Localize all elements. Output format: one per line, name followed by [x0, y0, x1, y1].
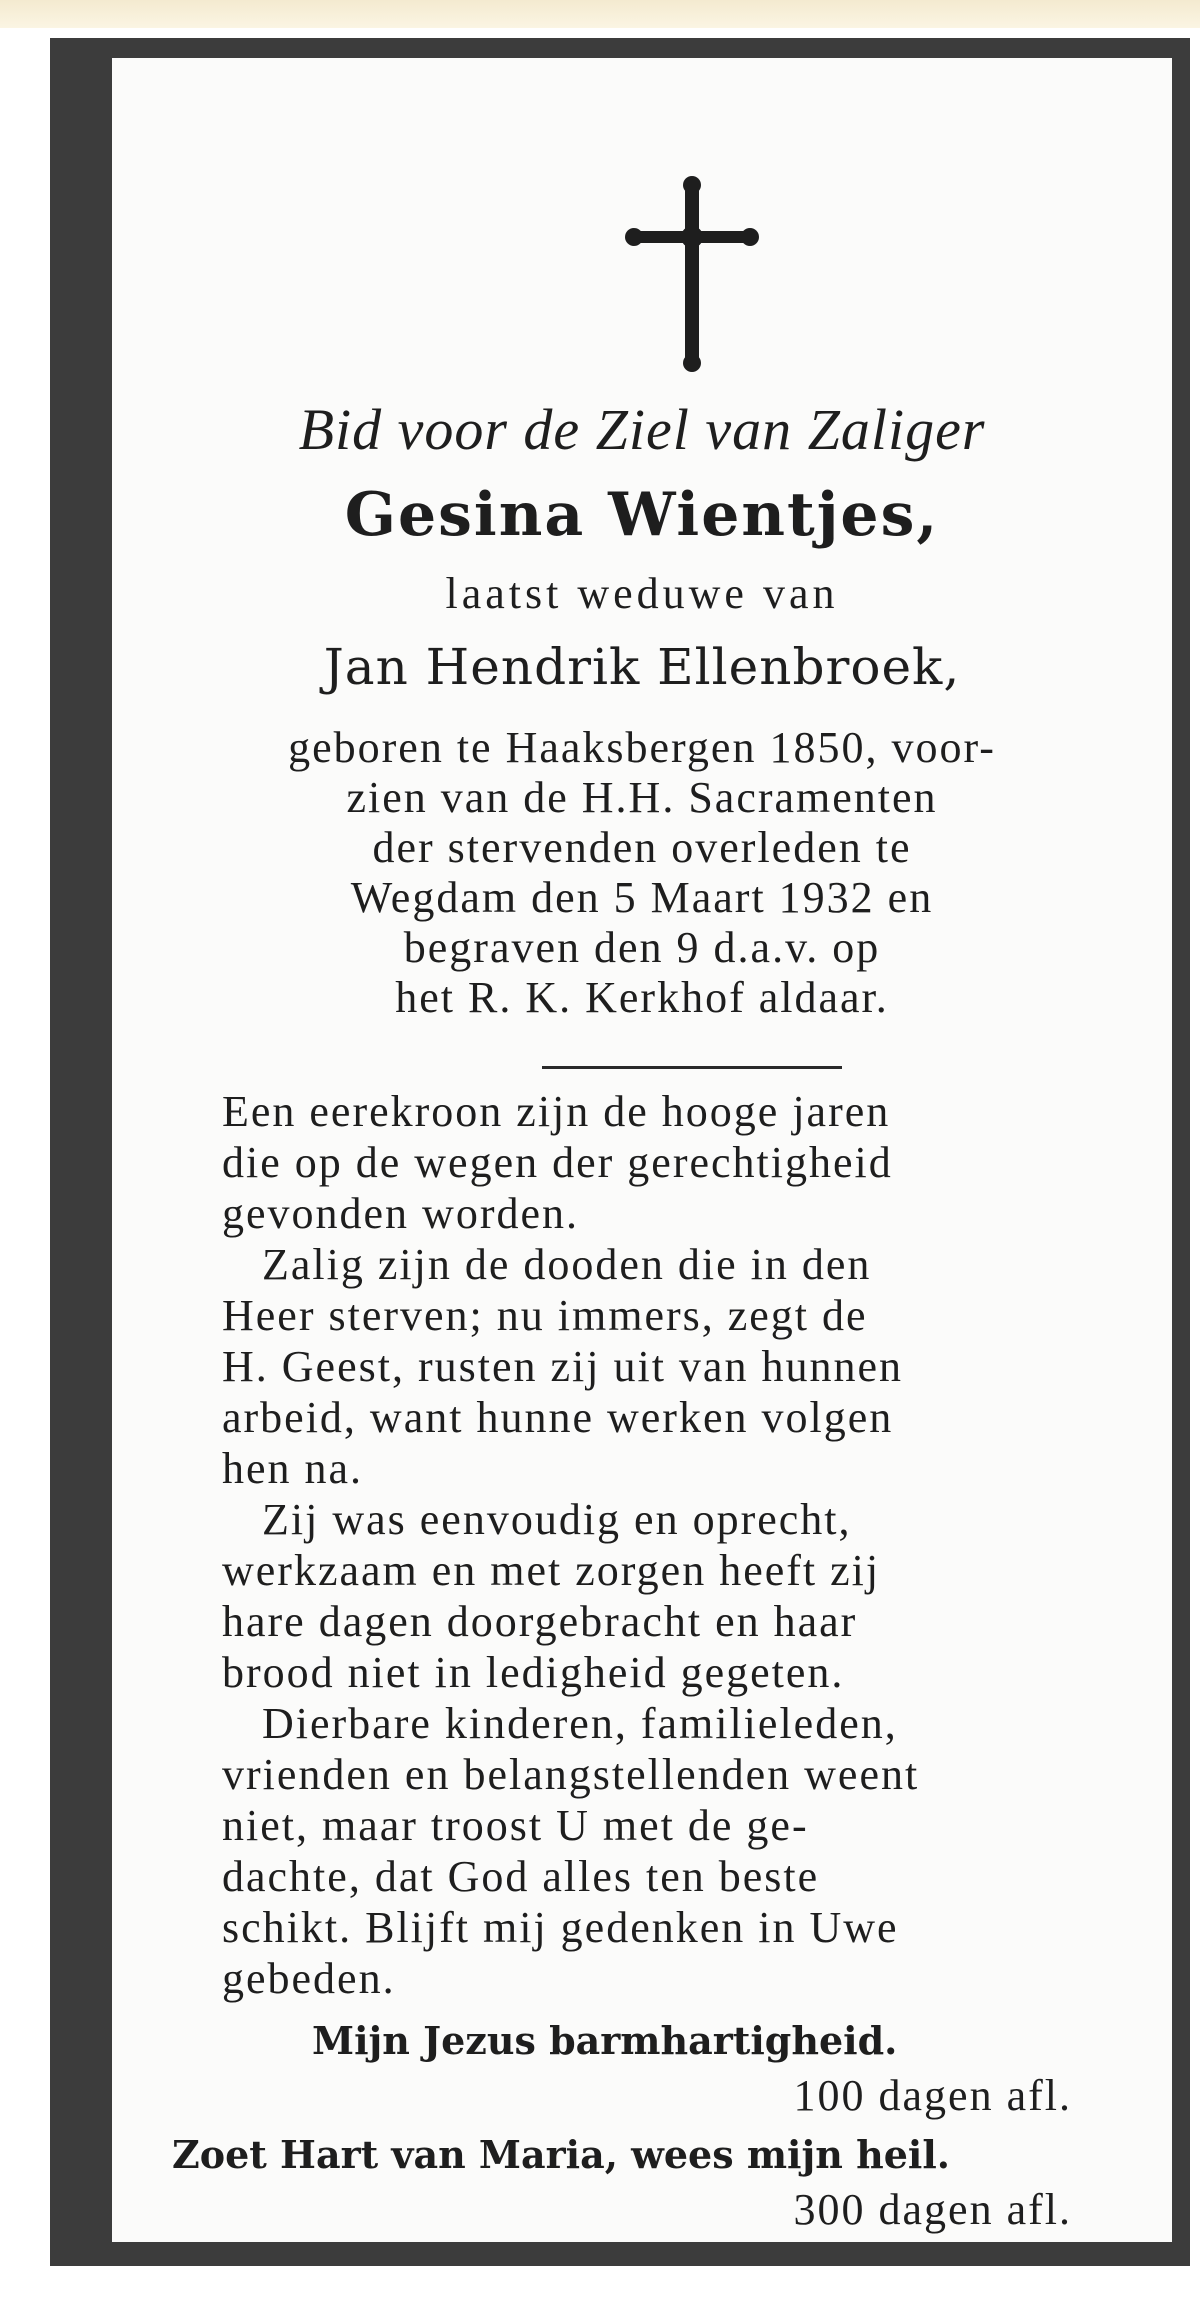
deceased-name: Gesina Wientjes, — [344, 480, 940, 550]
memorial-card-border — [50, 38, 1190, 2266]
bio-line: Wegdam den 5 Maart 1932 en — [350, 873, 934, 922]
indulgence-line: 300 dagen afl. — [793, 2185, 1072, 2234]
body-line: hare dagen doorgebracht en haar — [222, 1597, 858, 1646]
body-line: vrienden en belangstellenden weent — [222, 1750, 920, 1799]
body-line: Heer sterven; nu immers, zegt de — [222, 1291, 868, 1340]
invocation-heading: Bid voor de Ziel van Zaliger — [298, 397, 986, 462]
body-line: Een eerekroon zijn de hooge jaren — [222, 1087, 891, 1136]
body-line: niet, maar troost U met de ge- — [222, 1801, 809, 1850]
bio-line: der stervenden overleden te — [372, 823, 912, 872]
bio-line: begraven den 9 d.a.v. op — [403, 923, 881, 972]
body-line: brood niet in ledigheid gegeten. — [222, 1648, 845, 1697]
body-line: gebeden. — [222, 1954, 396, 2003]
body-line: gevonden worden. — [222, 1189, 580, 1238]
prayer-line: Mijn Jezus barmhartigheid. — [312, 2018, 898, 2063]
biography-block — [112, 723, 1172, 1023]
cross-icon — [622, 173, 762, 373]
husband-name: Jan Hendrik Ellenbroek, — [323, 638, 961, 696]
body-line: schikt. Blijft mij gedenken in Uwe — [222, 1903, 899, 1952]
body-line: Zij was eenvoudig en oprecht, — [262, 1495, 852, 1544]
body-line: hen na. — [222, 1444, 364, 1493]
body-line: Zalig zijn de dooden die in den — [262, 1240, 872, 1289]
body-line: Dierbare kinderen, familieleden, — [262, 1699, 898, 1748]
bio-line: het R. K. Kerkhof aldaar. — [395, 973, 889, 1022]
memorial-text — [222, 1086, 1122, 2004]
body-line: arbeid, want hunne werken volgen — [222, 1393, 894, 1442]
body-line: H. Geest, rusten zij uit van hunnen — [222, 1342, 903, 1391]
body-line: dachte, dat God alles ten beste — [222, 1852, 820, 1901]
body-line: die op de wegen der gerechtigheid — [222, 1138, 893, 1187]
bio-line: geboren te Haaksbergen 1850, voor- — [288, 723, 996, 772]
prayer-line: Zoet Hart van Maria, wees mijn heil. — [172, 2132, 950, 2177]
bio-line: zien van de H.H. Sacramenten — [346, 773, 938, 822]
divider-rule — [542, 1066, 842, 1069]
indulgence-line: 100 dagen afl. — [793, 2071, 1072, 2120]
body-line: werkzaam en met zorgen heeft zij — [222, 1546, 881, 1595]
memorial-card — [112, 58, 1172, 2242]
aged-paper-edge — [0, 0, 1200, 28]
widow-caption: laatst weduwe van — [445, 569, 839, 618]
